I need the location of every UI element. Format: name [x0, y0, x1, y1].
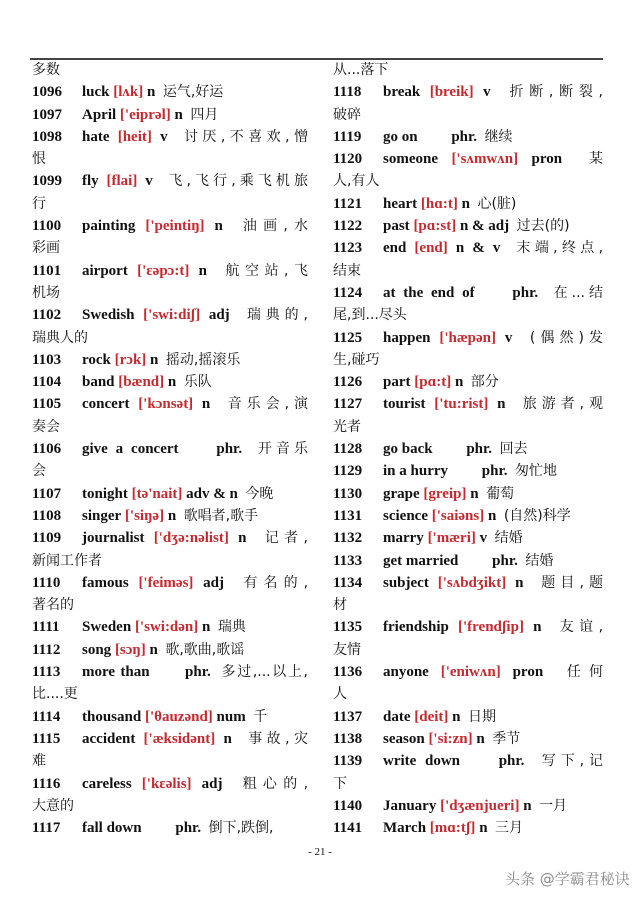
entry-part-of-speech: n [167, 374, 177, 391]
entry-phonetic: ['siŋə] [124, 507, 165, 524]
entry-phonetic: ['dʒænjueri] [440, 797, 520, 814]
vocab-entry [333, 282, 603, 304]
entry-number: 1138 [333, 730, 363, 747]
vocab-entry [32, 81, 308, 103]
entry-phonetic: ['feiməs] [138, 574, 194, 591]
entry-part-of-speech: n [479, 820, 488, 837]
entry-phonetic: [mɑ:tʃ] [429, 820, 476, 837]
entry-number: 1113 [32, 664, 61, 681]
entry-number: 1136 [333, 664, 363, 681]
entry-number: 1129 [333, 463, 363, 480]
vocab-entry [32, 393, 308, 415]
vocab-entry [32, 527, 308, 549]
entry-part-of-speech: adj [203, 574, 225, 591]
entry-number: 1096 [32, 84, 62, 101]
entry-definition: 乐队 [183, 374, 212, 391]
entry-number: 1101 [32, 262, 62, 279]
entry-part-of-speech: n [223, 730, 232, 747]
entry-word: accident [82, 730, 136, 747]
entry-word: someone [383, 151, 438, 168]
entry-phonetic: [pɑ:st] [413, 218, 457, 235]
entry-number: 1130 [333, 485, 363, 502]
entry-definition: 油画,水 [242, 218, 308, 235]
entry-word: January [383, 797, 437, 814]
vocab-entry [333, 438, 603, 460]
entry-number: 1125 [333, 329, 363, 346]
entry-phonetic: ['mæri] [427, 530, 476, 547]
entry-definition: 葡萄 [486, 485, 515, 502]
entry-part-of-speech: v [160, 128, 168, 145]
entry-number: 1100 [32, 218, 62, 235]
entry-part-of-speech: n [470, 485, 479, 502]
entry-word: write down [383, 753, 461, 770]
entry-definition: 千 [253, 708, 268, 725]
entry-definition-continued: 瑞典人的 [32, 329, 88, 346]
entry-part-of-speech: phr. [185, 664, 211, 681]
entry-word: get married [383, 552, 459, 569]
entry-number: 1134 [333, 574, 363, 591]
entry-part-of-speech: v [483, 84, 491, 101]
entry-part-of-speech: n [497, 396, 506, 413]
entry-word: break [383, 84, 421, 101]
entry-number: 1114 [32, 708, 61, 725]
entry-word: careless [82, 775, 132, 792]
entry-phonetic: [heit] [117, 128, 152, 145]
entry-definition: 歌,歌曲,歌谣 [165, 641, 245, 658]
entry-part-of-speech: n & adj [459, 218, 510, 235]
entry-definition-continued: 著名的 [32, 597, 74, 614]
entry-word: Sweden [82, 619, 132, 636]
entry-number: 1128 [333, 441, 363, 458]
entry-phonetic: ['frendʃip] [458, 619, 524, 636]
vocab-entry [32, 706, 308, 728]
entry-word: thousand [82, 708, 142, 725]
entry-number: 1126 [333, 374, 363, 391]
entry-definition: 飞,飞行,乘飞机旅 [168, 173, 308, 190]
entry-phonetic: ['kɛəlis] [141, 775, 192, 792]
vocab-entry [333, 550, 603, 572]
vocab-entry [333, 371, 603, 393]
entry-definition: 航空站,飞 [225, 262, 308, 279]
entry-definition: 末端,终点, [516, 240, 603, 257]
entry-definition: 开音乐 [257, 441, 308, 458]
vocab-entry [32, 505, 308, 527]
entry-definition: 过去(的) [516, 218, 570, 235]
entry-definition-continued: 结束 [333, 262, 361, 279]
entry-phonetic: ['ɛəpɔ:t] [137, 262, 190, 279]
entry-word: give a concert [82, 441, 179, 458]
entry-phonetic: ['θauzənd] [144, 708, 213, 725]
entry-definition-continued: 尾,到...尽头 [333, 307, 407, 324]
entry-definition: 结婚 [525, 552, 554, 569]
entry-number: 1105 [32, 396, 62, 413]
entry-definition: 写下,记 [541, 753, 603, 770]
right-column [333, 59, 603, 839]
entry-definition: 粗心的, [242, 775, 308, 792]
entry-part-of-speech: n [452, 708, 461, 725]
entry-definition: 心(脏) [477, 195, 517, 212]
entry-number: 1108 [32, 507, 62, 524]
vocab-entry [333, 393, 603, 415]
entry-part-of-speech: adj [201, 775, 223, 792]
entry-definition: 有名的, [243, 574, 308, 591]
entry-number: 1133 [333, 552, 363, 569]
entry-definition: 音乐会,演 [227, 396, 308, 413]
entry-definition: 折断,断裂, [509, 84, 603, 101]
entry-phonetic: ['tu:rist] [434, 396, 489, 413]
entry-word: anyone [383, 664, 429, 681]
entry-word: go back [383, 441, 433, 458]
vocab-entry [32, 260, 308, 282]
entry-definition: 记者, [264, 530, 308, 547]
entry-phonetic: ['swi:dən] [134, 619, 199, 636]
entry-word: airport [82, 262, 128, 279]
entry-part-of-speech: v [145, 173, 153, 190]
vocab-entry [333, 616, 603, 638]
entry-number: 1127 [333, 396, 363, 413]
entry-definition: (偶然)发 [529, 329, 603, 346]
entry-phonetic: [rɔk] [114, 351, 147, 368]
entry-number: 1135 [333, 619, 363, 636]
entry-part-of-speech: num [216, 708, 246, 725]
entry-definition: 回去 [499, 441, 528, 458]
entry-definition-continued: 奏会 [32, 418, 60, 435]
entry-definition: 一月 [539, 797, 568, 814]
entry-word: rock [82, 351, 111, 368]
vocab-entry [32, 483, 308, 505]
entry-part-of-speech: phr. [481, 463, 508, 480]
entry-part-of-speech: n [174, 106, 183, 123]
entry-part-of-speech: phr. [175, 820, 202, 837]
vocab-entry [32, 170, 308, 192]
entry-definition: 在...结 [553, 284, 603, 301]
vocab-entry [32, 215, 308, 237]
entry-definition-continued: 恨 [32, 151, 46, 168]
entry-definition-continued: 友情 [333, 641, 361, 658]
entry-word: more than [82, 664, 150, 681]
entry-part-of-speech: phr. [492, 552, 518, 569]
entry-definition: 摇动,摇滚乐 [165, 351, 241, 368]
vocab-entry [333, 148, 603, 170]
entry-definition-continued: 大意的 [32, 797, 74, 814]
entry-phonetic: [bænd] [118, 374, 165, 391]
vocab-entry [333, 215, 603, 237]
entry-word: tonight [82, 485, 128, 502]
entry-number: 1106 [32, 441, 62, 458]
entry-definition-continued: 新闻工作者 [32, 552, 102, 569]
entry-part-of-speech: adj [208, 307, 230, 324]
entry-definition: 友谊, [559, 619, 603, 636]
entry-word: song [82, 641, 112, 658]
entry-phonetic: ['peintiŋ] [145, 218, 205, 235]
entry-number: 1103 [32, 351, 62, 368]
vocab-entry [333, 817, 603, 839]
vocab-entry [32, 572, 308, 594]
entry-part-of-speech: v [479, 530, 488, 547]
vocab-entry [32, 304, 308, 326]
entry-definition: 继续 [484, 128, 513, 145]
entry-definition-continued: 破碎 [333, 106, 361, 123]
entry-phonetic: [deit] [414, 708, 449, 725]
entry-phonetic: [lʌk] [113, 84, 144, 101]
entry-definition: 日期 [468, 708, 496, 725]
entry-definition: 某 [589, 151, 603, 168]
entry-definition: 多过,...以上, [221, 664, 308, 681]
entry-word: past [383, 218, 410, 235]
entry-number: 1115 [32, 730, 61, 747]
entry-word: band [82, 374, 115, 391]
entry-phonetic: ['sʌmwʌn] [451, 151, 519, 168]
entry-definition-continued: 光者 [333, 418, 361, 435]
entry-definition-continued: 彩画 [32, 240, 60, 257]
vocab-entry [333, 750, 603, 772]
entry-definition-continued: 材 [333, 597, 347, 614]
entry-definition: 今晚 [245, 485, 274, 502]
entry-word: grape [383, 485, 420, 502]
entry-number: 1122 [333, 218, 363, 235]
entry-part-of-speech: n [150, 351, 159, 368]
entry-definition: 四月 [190, 106, 219, 123]
entry-part-of-speech: n [201, 396, 211, 413]
entry-number: 1104 [32, 374, 62, 391]
entry-part-of-speech: n & v [455, 240, 501, 257]
entry-part-of-speech: phr. [451, 128, 478, 145]
entry-number: 1112 [32, 641, 61, 658]
entry-phonetic: [sɔŋ] [114, 641, 146, 658]
entry-definition: 运气,好运 [162, 84, 224, 101]
entry-word: March [383, 820, 427, 837]
vocab-entry [333, 483, 603, 505]
entry-number: 1121 [333, 195, 363, 212]
vocab-entry [333, 460, 603, 482]
entry-part-of-speech: n [198, 262, 207, 279]
vocab-entry [333, 193, 603, 215]
vocab-entry [32, 371, 308, 393]
entry-number: 1102 [32, 307, 62, 324]
vocab-entry [333, 706, 603, 728]
entry-phonetic: [breik] [429, 84, 474, 101]
entry-number: 1124 [333, 284, 363, 301]
entry-part-of-speech: n [149, 641, 158, 658]
entry-number: 1132 [333, 530, 363, 547]
entry-definition: 任何 [566, 664, 603, 681]
vocab-entry [32, 438, 308, 460]
continuation-line: 多数 [32, 62, 60, 78]
entry-number: 1098 [32, 128, 62, 145]
entry-phonetic: ['saiəns] [431, 507, 485, 524]
entry-number: 1140 [333, 797, 363, 814]
entry-word: end [383, 240, 407, 257]
entry-phonetic: ['eiprəl] [119, 106, 171, 123]
entry-definition-continued: 机场 [32, 284, 60, 301]
entry-word: marry [383, 530, 424, 547]
entry-word: April [82, 106, 117, 123]
entry-part-of-speech: n [238, 530, 247, 547]
entry-part-of-speech: n [454, 374, 464, 391]
entry-word: heart [383, 195, 418, 212]
entry-number: 1109 [32, 530, 62, 547]
watermark: 头条 @学霸君秘诀 [505, 870, 630, 888]
entry-word: luck [82, 84, 110, 101]
entry-part-of-speech: pron [531, 151, 563, 168]
entry-phonetic: ['sʌbdʒikt] [437, 574, 507, 591]
entry-part-of-speech: adv & n [186, 485, 238, 502]
vocab-entry [32, 773, 308, 795]
entry-phonetic: ['dʒə:nəlist] [153, 530, 229, 547]
entry-part-of-speech: n [515, 574, 524, 591]
vocab-entry [32, 616, 308, 638]
entry-word: painting [82, 218, 136, 235]
vocab-entry [32, 817, 308, 839]
vocab-entry [333, 572, 603, 594]
vocab-entry [32, 728, 308, 750]
vocab-entry [333, 237, 603, 259]
entry-word: famous [82, 574, 129, 591]
entry-phonetic: ['swi:diʃ] [143, 307, 201, 324]
entry-word: Swedish [82, 307, 135, 324]
entry-definition: 旅游者,观 [522, 396, 603, 413]
entry-number: 1111 [32, 619, 60, 636]
vocab-entry [333, 126, 603, 148]
entry-word: go on [383, 128, 418, 145]
entry-word: subject [383, 574, 429, 591]
entry-definition-continued: 生,碰巧 [333, 351, 380, 368]
entry-definition: 题目,题 [541, 574, 603, 591]
entry-word: part [383, 374, 411, 391]
entry-phonetic: [pɑ:t] [414, 374, 452, 391]
entry-phonetic: ['si:zn] [428, 730, 473, 747]
entry-phonetic: [greip] [423, 485, 467, 502]
entry-definition: 倒下,跌倒, [208, 820, 274, 837]
entry-part-of-speech: phr. [498, 753, 525, 770]
entry-definition-continued: 人,有人 [333, 173, 380, 190]
entry-word: date [383, 708, 411, 725]
entry-number: 1131 [333, 507, 363, 524]
entry-part-of-speech: n [167, 507, 177, 524]
entry-word: at the end of [383, 284, 475, 301]
entry-definition: 瑞典的, [246, 307, 308, 324]
entry-number: 1117 [32, 820, 61, 837]
entry-part-of-speech: n [202, 619, 211, 636]
entry-definition: 部分 [470, 374, 499, 391]
entry-part-of-speech: n [476, 730, 485, 747]
vocab-entry [32, 639, 308, 661]
entry-word: fly [82, 173, 99, 190]
entry-part-of-speech: phr. [512, 284, 539, 301]
entry-part-of-speech: n [487, 507, 497, 524]
entry-part-of-speech: n [523, 797, 532, 814]
entry-phonetic: ['æksidənt] [143, 730, 216, 747]
entry-part-of-speech: phr. [466, 441, 493, 458]
entry-word: in a hurry [383, 463, 449, 480]
entry-phonetic: [tə'nait] [131, 485, 183, 502]
vocab-entry [333, 661, 603, 683]
entry-definition-continued: 难 [32, 753, 46, 770]
entry-definition: 讨厌,不喜欢,憎 [183, 128, 308, 145]
vocab-entry [32, 661, 308, 683]
entry-number: 1139 [333, 753, 363, 770]
entry-definition: 季节 [492, 730, 521, 747]
entry-number: 1118 [333, 84, 362, 101]
entry-definition: 歌唱者,歌手 [183, 507, 259, 524]
vocab-entry [333, 795, 603, 817]
vocab-entry [32, 104, 308, 126]
entry-definition-continued: 行 [32, 195, 46, 212]
entry-definition: 三月 [495, 820, 524, 837]
entry-word: season [383, 730, 425, 747]
entry-number: 1119 [333, 128, 362, 145]
entry-word: journalist [82, 530, 145, 547]
entry-number: 1116 [32, 775, 61, 792]
entry-phonetic: ['eniwʌn] [440, 664, 501, 681]
entry-definition: 匆忙地 [514, 463, 557, 480]
left-column [32, 59, 308, 839]
entry-phonetic: [flai] [106, 173, 138, 190]
entry-number: 1099 [32, 173, 62, 190]
vocab-entry [32, 126, 308, 148]
entry-definition-continued: 下 [333, 775, 347, 792]
entry-phonetic: [end] [414, 240, 448, 257]
entry-word: tourist [383, 396, 426, 413]
entry-part-of-speech: n [461, 195, 470, 212]
entry-definition: 结婚 [494, 530, 523, 547]
continuation-line: 从...落下 [333, 62, 389, 78]
vocab-entry [333, 505, 603, 527]
entry-number: 1123 [333, 240, 363, 257]
page-number: - 21 - [308, 846, 332, 858]
vocab-entry [32, 349, 308, 371]
entry-number: 1107 [32, 485, 62, 502]
entry-definition: (自然)科学 [503, 507, 571, 524]
entry-word: singer [82, 507, 122, 524]
vocab-entry [333, 527, 603, 549]
entry-part-of-speech: n [214, 218, 223, 235]
entry-definition-continued: 人 [333, 686, 347, 703]
entry-definition: 事故,灾 [248, 730, 308, 747]
entry-word: science [383, 507, 428, 524]
entry-word: happen [383, 329, 431, 346]
entry-definition: 瑞典 [217, 619, 246, 636]
entry-number: 1120 [333, 151, 363, 168]
entry-word: hate [82, 128, 110, 145]
vocab-entry [333, 728, 603, 750]
entry-part-of-speech: n [147, 84, 156, 101]
vocab-entry [333, 81, 603, 103]
entry-word: fall down [82, 820, 142, 837]
entry-definition-continued: 比....更 [32, 686, 78, 703]
entry-part-of-speech: n [533, 619, 542, 636]
entry-part-of-speech: v [504, 329, 513, 346]
entry-number: 1097 [32, 106, 62, 123]
entry-number: 1110 [32, 574, 61, 591]
entry-phonetic: [hɑ:t] [420, 195, 458, 212]
entry-number: 1137 [333, 708, 363, 725]
entry-definition-continued: 会 [32, 463, 46, 480]
entry-number: 1141 [333, 820, 363, 837]
entry-word: concert [82, 396, 130, 413]
entry-word: friendship [383, 619, 449, 636]
entry-phonetic: ['kɔnsət] [138, 396, 194, 413]
entry-part-of-speech: pron [512, 664, 544, 681]
entry-part-of-speech: phr. [216, 441, 243, 458]
vocab-entry [333, 327, 603, 349]
entry-phonetic: ['hæpən] [439, 329, 497, 346]
